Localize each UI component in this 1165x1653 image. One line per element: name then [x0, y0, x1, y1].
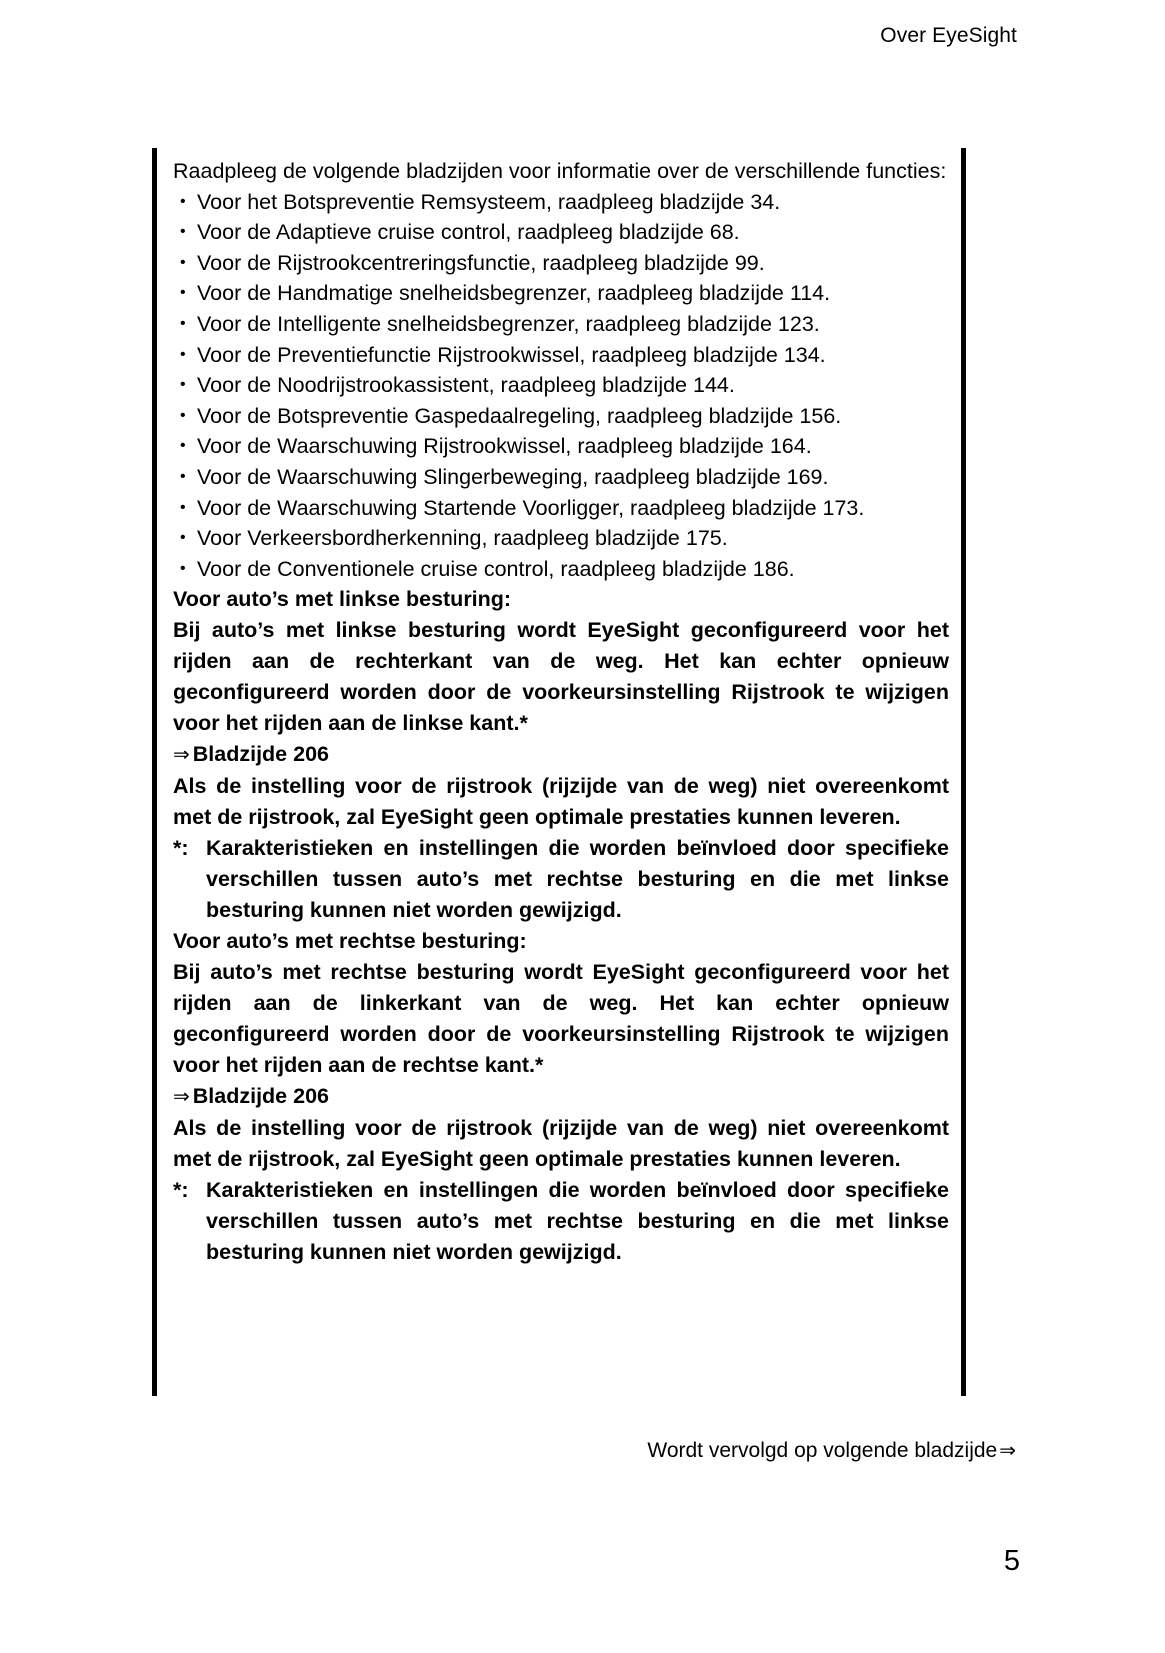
list-item: [173, 309, 949, 340]
left-hand-drive-paragraph: Bij auto’s met linkse besturing wordt EyeSight geconfigureerd voor het rijden aan de rechterkant van de weg. Het kan echter opnieuw geconfigureerd worden door de voorkeursinstelling Rijstrook te wijzigen voor het rijden aan de linkse kant.*: [173, 618, 949, 736]
list-item: [173, 554, 949, 585]
footnote-marker: *:: [173, 1178, 189, 1203]
bullet-icon: •: [180, 559, 186, 577]
list-item: [173, 401, 949, 432]
reference-arrow-icon: ⇒: [173, 1086, 190, 1109]
list-item: [173, 217, 949, 248]
reference-arrow-icon: ⇒: [173, 744, 190, 767]
bullet-icon: •: [180, 253, 186, 271]
list-item-label: Voor de Noodrijstrookassistent, raadpleeg bladzijde 144.: [197, 373, 735, 398]
bullet-icon: •: [180, 498, 186, 516]
chapter-title: Over EyeSight: [880, 24, 1017, 47]
list-item: [173, 431, 949, 462]
list-item-label: Voor de Handmatige snelheidsbegrenzer, raadpleeg bladzijde 114.: [197, 281, 831, 306]
continued-arrow-icon: ⇒: [999, 1440, 1016, 1462]
list-item: [173, 340, 949, 371]
list-item: [173, 523, 949, 554]
left-hand-drive-reference[interactable]: [173, 739, 949, 771]
list-item-label: Voor Verkeersbordherkenning, raadpleeg bladzijde 175.: [197, 526, 728, 551]
reference-label: Bladzijde 206: [192, 1084, 329, 1109]
left-hand-drive-note: Als de instelling voor de rijstrook (rijzijde van de weg) niet overeenkomt met de rijstrook, zal EyeSight geen optimale prestaties kunnen leveren.: [173, 774, 949, 830]
list-item: [173, 278, 949, 309]
list-item: [173, 493, 949, 524]
intro-paragraph: Raadpleeg de volgende bladzijden voor informatie over de verschillende functies:: [173, 159, 947, 183]
right-hand-drive-footnote: [173, 1175, 949, 1268]
page-number: 5: [1003, 1545, 1020, 1577]
continued-label: Wordt vervolgd op volgende bladzijde: [647, 1439, 998, 1462]
bullet-icon: •: [180, 467, 186, 485]
bullet-icon: •: [180, 529, 186, 547]
footnote-text: Karakteristieken en instellingen die worden beïnvloed door specifieke verschillen tussen auto’s met rechtse besturing en die met linkse besturing kunnen niet worden gewijzigd.: [206, 836, 949, 923]
right-hand-drive-note: Als de instelling voor de rijstrook (rijzijde van de weg) niet overeenkomt met de rijstrook, zal EyeSight geen optimale prestaties kunnen leveren.: [173, 1116, 949, 1172]
footnote-text: Karakteristieken en instellingen die worden beïnvloed door specifieke verschillen tussen auto’s met rechtse besturing en die met linkse besturing kunnen niet worden gewijzigd.: [206, 1178, 949, 1265]
list-item: [173, 187, 949, 218]
list-item: [173, 248, 949, 279]
feature-reference-list: [173, 187, 949, 585]
left-hand-drive-heading: Voor auto’s met linkse besturing:: [173, 587, 512, 612]
list-item-label: Voor de Preventiefunctie Rijstrookwissel, raadpleeg bladzijde 134.: [197, 342, 826, 367]
content-inner: [157, 148, 961, 1268]
left-hand-drive-footnote: [173, 833, 949, 926]
list-item-label: Voor de Waarschuwing Startende Voorligger, raadpleeg bladzijde 173.: [197, 495, 865, 520]
list-item-label: Voor de Adaptieve cruise control, raadpleeg bladzijde 68.: [197, 220, 740, 245]
bullet-icon: •: [180, 284, 186, 302]
bullet-icon: •: [180, 314, 186, 332]
list-item-label: Voor de Botspreventie Gaspedaalregeling, raadpleeg bladzijde 156.: [197, 403, 842, 428]
footnote-marker: *:: [173, 836, 189, 861]
list-item-label: Voor de Rijstrookcentreringsfunctie, raadpleeg bladzijde 99.: [197, 250, 765, 275]
reference-label: Bladzijde 206: [192, 742, 329, 767]
list-item: [173, 462, 949, 493]
bullet-icon: •: [180, 192, 186, 210]
right-hand-drive-paragraph: Bij auto’s met rechtse besturing wordt EyeSight geconfigureerd voor het rijden aan de linkerkant van de weg. Het kan echter opnieuw geconfigureerd worden door de voorkeursinstelling Rijstrook te wijzigen voor het rijden aan de rechtse kant.*: [173, 960, 949, 1078]
right-hand-drive-reference[interactable]: [173, 1081, 949, 1113]
continued-footer: [0, 1437, 1016, 1465]
list-item-label: Voor de Conventionele cruise control, raadpleeg bladzijde 186.: [197, 556, 795, 581]
right-hand-drive-heading: Voor auto’s met rechtse besturing:: [173, 929, 527, 954]
running-header: [0, 24, 1017, 48]
list-item-label: Voor de Waarschuwing Slingerbeweging, raadpleeg bladzijde 169.: [197, 464, 829, 489]
list-item-label: Voor de Intelligente snelheidsbegrenzer, raadpleeg bladzijde 123.: [197, 311, 820, 336]
content-frame: [152, 148, 966, 1396]
bullet-icon: •: [180, 406, 186, 424]
list-item-label: Voor de Waarschuwing Rijstrookwissel, raadpleeg bladzijde 164.: [197, 434, 812, 459]
list-item: [173, 370, 949, 401]
bullet-icon: •: [180, 437, 186, 455]
bullet-icon: •: [180, 223, 186, 241]
bullet-icon: •: [180, 345, 186, 363]
list-item-label: Voor het Botspreventie Remsysteem, raadpleeg bladzijde 34.: [197, 189, 781, 214]
bullet-icon: •: [180, 376, 186, 394]
